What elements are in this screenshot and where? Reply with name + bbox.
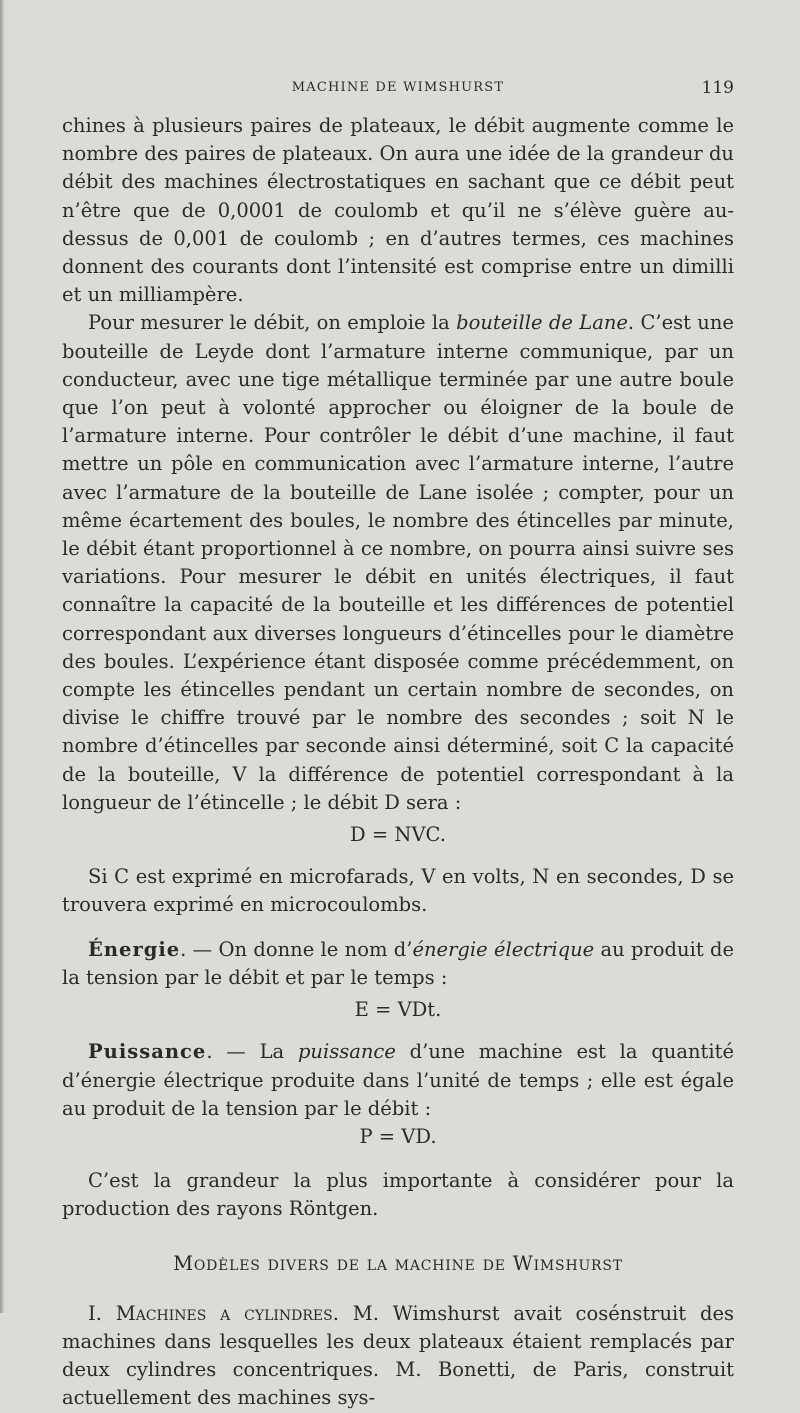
section-title: Modèles divers de la machine de Wimshurst: [173, 1251, 623, 1275]
runin-heading: Énergie: [88, 937, 181, 961]
italic-term: bouteille de Lane: [456, 311, 628, 335]
subsection-label: I. Machines a cylindres.: [88, 1301, 339, 1325]
formula-debit: D = NVC.: [350, 823, 446, 847]
paragraph-text: chines à plusieurs paires de plateaux, le débit augmente comme le nombre des paires de plateaux. On aura une idée de la grandeur du débit des machines électrostatiques en sachant que ce débit peut n’être que de 0,0001 de coulomb et qu’il ne s’élève guère au-dessus de 0,001 de coulomb ; en d’autres termes, ces machines donnent des courants dont l’intensité est comprise entre un dimilli et un milliampère.: [62, 114, 734, 307]
paragraph-puissance: [62, 1038, 734, 1123]
italic-term: énergie électrique: [412, 937, 595, 961]
paragraph-text: Si C est exprimé en microfarads, V en volts, N en secondes, D se trouvera exprimé en microcoulombs.: [62, 865, 734, 917]
paragraph-text: C’est la grandeur la plus importante à considérer pour la production des rayons Röntgen.: [62, 1169, 734, 1221]
paragraph-text: Pour mesurer le débit, on emploie la: [88, 311, 457, 335]
running-title: MACHINE DE WIMSHURST: [291, 80, 505, 95]
paragraph-text: . — On donne le nom d’: [180, 937, 413, 961]
formula-puissance: P = VD.: [359, 1124, 437, 1148]
paragraph-text: au produit de la tension par le débit et par le temps :: [62, 937, 734, 989]
paragraph-cylindres: [62, 1300, 734, 1413]
paragraph-text: d’une machine est la quantité d’énergie électrique produite dans l’unité de temps ; elle est égale au produit de la tension par le débit :: [62, 1040, 734, 1120]
page-text: [62, 112, 734, 1413]
paragraph-rontgen: [62, 1167, 734, 1223]
paragraph-text: M. Wimshurst avait cosénstruit des machines dans lesquelles les deux plateaux étaient remplacés par deux cylindres concentriques. M. Bonetti, de Paris, construit actuellement des machines sys-: [62, 1301, 734, 1410]
formula-energie: E = VDt.: [354, 998, 442, 1022]
page-number: 119: [701, 78, 734, 98]
page-edge-shadow: [0, 0, 4, 1313]
paragraph-units: [62, 863, 734, 919]
paragraph-debit-measure: [62, 309, 734, 817]
paragraph-text: . — La: [206, 1040, 298, 1064]
italic-term: puissance: [297, 1040, 396, 1064]
runin-heading: Puissance: [88, 1040, 207, 1064]
running-head: [62, 78, 734, 100]
paragraph-continuation: [62, 112, 734, 309]
paragraph-text: . C’est une bouteille de Leyde dont l’armature interne communique, par un conducteur, avec une tige métallique terminée par une autre boule que l’on peut à volonté approcher ou éloigner de la boule de l’armature interne. Pour contrôler le débit d’une machine, il faut mettre un pôle en communication avec l’armature interne, l’autre avec l’armature de la bouteille de Lane isolée ; compter, pour un même écartement des boules, le nombre des étincelles par minute, le débit étant proportionnel à ce nombre, on pourra ainsi suivre ses variations. Pour mesurer le débit en unités électriques, il faut connaître la capacité de la bouteille et les différences de potentiel correspondant aux diverses longueurs d’étincelles pour le diamètre des boules. L’expérience étant disposée comme précédemment, on compte les étincelles pendant un certain nombre de secondes, on divise le chiffre trouvé par le nombre des secondes ; soit N le nombre d’étincelles par seconde ainsi déterminé, soit C la capacité de la bouteille, V la différence de potentiel correspondant à la longueur de l’étincelle ; le débit D sera :: [62, 311, 734, 814]
paragraph-energie: [62, 936, 734, 992]
